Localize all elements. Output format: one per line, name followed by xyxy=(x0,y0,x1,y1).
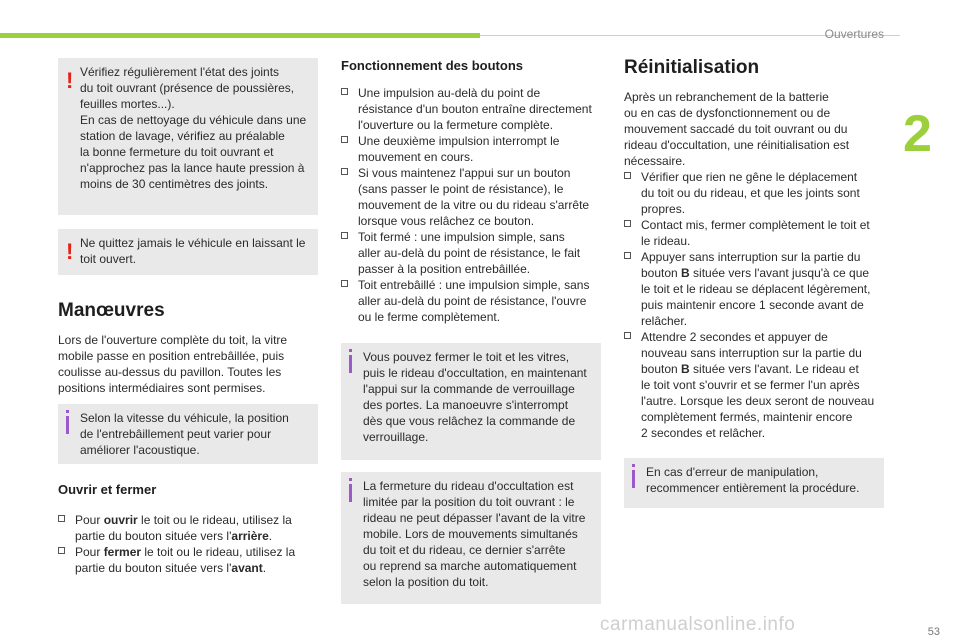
info-box-locking xyxy=(341,343,601,460)
header-accent-bar xyxy=(0,33,480,38)
section-heading-manoeuvres: Manœuvres xyxy=(58,300,165,321)
list-item: Une deuxième impulsion interrompt le mouvement en cours. xyxy=(341,133,603,165)
info-text: Vous pouvez fermer le toit et les vitres, puis le rideau d'occultation, en maintenant l'appui sur la commande de verrouillage des portes. La manoeuvre s'interrompt dès que vous relâchez la commande de verrouillage. xyxy=(363,350,587,444)
checkbox-bullet-icon xyxy=(341,136,348,143)
subheading-open-close: Ouvrir et fermer xyxy=(58,482,157,497)
checkbox-bullet-icon xyxy=(624,252,631,259)
section-title: Ouvertures xyxy=(824,27,884,41)
chapter-number: 2 xyxy=(903,105,932,163)
info-icon xyxy=(349,355,352,373)
reset-intro: Après un rebranchement de la batterie ou en cas de dysfonctionnement ou de mouvement saccadé du toit ouvrant ou du rideau d'occultation, une réinitialisation est nécessaire. xyxy=(624,90,850,168)
checkbox-bullet-icon xyxy=(624,172,631,179)
info-text: En cas d'erreur de manipulation, recommencer entièrement la procédure. xyxy=(646,465,860,495)
watermark: carmanualsonline.info xyxy=(600,614,796,635)
list-item: Toit fermé : une impulsion simple, sans aller au-delà du point de résistance, le fait passer à la position entrebâillée. xyxy=(341,229,603,277)
checkbox-bullet-icon xyxy=(341,88,348,95)
info-text: La fermeture du rideau d'occultation est limitée par la position du toit ouvrant : le rideau ne peut dépasser l'avant de la vitre mobile. Lors de mouvements simultanés du toit et du rideau, ce dernier s'arrête ou reprend sa marche automatiquement selon la position du toit. xyxy=(363,479,586,589)
checkbox-bullet-icon xyxy=(624,332,631,339)
warning-box-roof-open xyxy=(58,229,318,275)
checkbox-bullet-icon xyxy=(341,168,348,175)
info-icon xyxy=(349,484,352,502)
subheading-buttons: Fonctionnement des boutons xyxy=(341,58,523,73)
checkbox-bullet-icon xyxy=(624,220,631,227)
page-number: 53 xyxy=(927,626,940,638)
warning-text: Vérifiez régulièrement l'état des joints du toit ouvrant (présence de poussières, feuilles mortes...). En cas de nettoyage du véhicule dans une station de lavage, vérifiez au préalable la bonne fermeture du toit ouvrant et n'approchez pas la lance haute pression à moins de 30 centimètres des joints. xyxy=(80,65,307,191)
info-text: Selon la vitesse du véhicule, la position de l'entrebâillement peut varier pour améliorer l'acoustique. xyxy=(80,411,289,457)
list-item: Appuyer sans interruption sur la partie du bouton B située vers l'avant jusqu'à ce que le toit et le rideau se déplacent légèrement, puis maintenir encore 1 seconde avant de relâcher. xyxy=(624,249,890,329)
list-item: Contact mis, fermer complètement le toit et le rideau. xyxy=(624,217,890,249)
open-close-list xyxy=(58,512,320,576)
section-heading-reset: Réinitialisation xyxy=(624,57,760,78)
list-item: Si vous maintenez l'appui sur un bouton (sans passer le point de résistance), le mouvement de la vitre ou du rideau s'arrête lorsque vous relâchez ce bouton. xyxy=(341,165,603,229)
checkbox-bullet-icon xyxy=(341,280,348,287)
info-box-blind xyxy=(341,472,601,604)
list-item: Toit entrebâillé : une impulsion simple, sans aller au-delà du point de résistance, l'ouvre ou le ferme complètement. xyxy=(341,277,603,325)
info-icon xyxy=(66,416,69,434)
checkbox-bullet-icon xyxy=(341,232,348,239)
list-item: Une impulsion au-delà du point de résistance d'un bouton entraîne directement l'ouverture ou la fermeture complète. xyxy=(341,85,603,133)
checkbox-bullet-icon xyxy=(58,515,65,522)
info-box-error xyxy=(624,458,884,508)
warning-icon: ! xyxy=(66,68,74,93)
list-item: Vérifier que rien ne gêne le déplacement du toit ou du rideau, et que les joints sont propres. xyxy=(624,169,890,217)
list-item: Pour ouvrir le toit ou le rideau, utilisez la partie du bouton située vers l'arrière. xyxy=(58,512,320,544)
buttons-list xyxy=(341,85,603,325)
warning-icon: ! xyxy=(66,239,74,264)
info-icon xyxy=(632,470,635,488)
warning-text: Ne quittez jamais le véhicule en laissant le toit ouvert. xyxy=(80,236,306,266)
manoeuvres-paragraph: Lors de l'ouverture complète du toit, la vitre mobile passe en position entrebâillée, puis coulisse au-dessus du pavillon. Toutes les positions intermédiaires sont permises. xyxy=(58,333,288,395)
warning-box-joints xyxy=(58,58,318,215)
info-box-acoustics xyxy=(58,404,318,464)
list-item: Pour fermer le toit ou le rideau, utilisez la partie du bouton située vers l'avant. xyxy=(58,544,320,576)
reset-steps-list xyxy=(624,169,890,441)
list-item: Attendre 2 secondes et appuyer de nouveau sans interruption sur la partie du bouton B située vers l'avant. Le rideau et le toit vont s'ouvrir et se fermer l'un après l'autre. Lorsque les deux seront de nouveau complètement fermés, maintenir encore 2 secondes et relâcher. xyxy=(624,329,890,441)
checkbox-bullet-icon xyxy=(58,547,65,554)
